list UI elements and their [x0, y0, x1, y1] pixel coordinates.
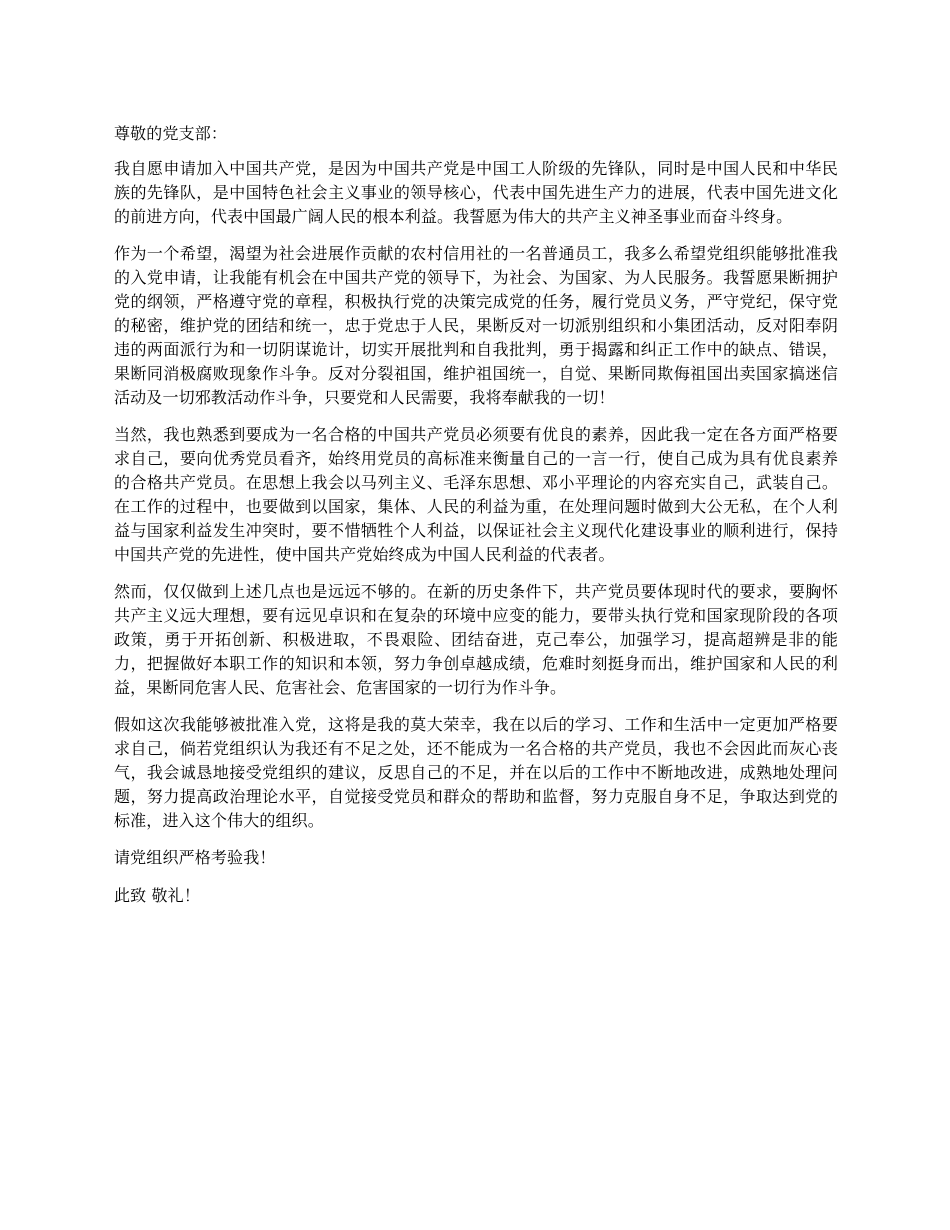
- paragraph-motivation: 我自愿申请加入中国共产党，是因为中国共产党是中国工人阶级的先锋队，同时是中国人民和中华民族的先锋队，是中国特色社会主义事业的领导核心，代表中国先进生产力的进展，代表中国先进文化的前进方向，代表中国最广阔人民的根本利益。我誓愿为伟大的共产主义神圣事业而奋斗终身。: [114, 159, 838, 226]
- salutation: 尊敬的党支部：: [114, 124, 228, 143]
- closing-salute: 此致 敬礼！: [114, 886, 200, 905]
- letter-page: [114, 122, 838, 922]
- paragraph-self-improvement: 当然，我也熟悉到要成为一名合格的中国共产党员必须要有优良的素养，因此我一定在各方面严格要求自己，要向优秀党员看齐，始终用党员的高标准来衡量自己的一言一行，使自己成为具有优良素养的合格共产党员。在思想上我会以马列主义、毛泽东思想、邓小平理论的内容充实自己，武装自己。在工作的过程中，也要做到以国家，集体、人民的利益为重，在处理问题时做到大公无私，在个人利益与国家利益发生冲突时，要不惜牺牲个人利益，以保证社会主义现代化建设事业的顺利进行，保持中国共产党的先进性，使中国共产党始终成为中国人民利益的代表者。: [114, 425, 838, 564]
- paragraph-commitment: 作为一个希望，渴望为社会进展作贡献的农村信用社的一名普通员工，我多么希望党组织能够批准我的入党申请，让我能有机会在中国共产党的领导下，为社会、为国家、为人民服务。我誓愿果断拥护党的纲领，严格遵守党的章程，积极执行党的决策完成党的任务，履行党员义务，严守党纪，保守党的秘密，维护党的团结和统一，忠于党忠于人民，果断反对一切派别组织和小集团活动，反对阳奉阴违的两面派行为和一切阴谋诡计，切实开展批判和自我批判，勇于揭露和纠正工作中的缺点、错误，果断同消极腐败现象作斗争。反对分裂祖国，维护祖国统一，自觉、果断同欺侮祖国出卖国家搞迷信活动及一切邪教活动作斗争，只要党和人民需要，我将奉献我的一切！: [114, 244, 838, 407]
- paragraph-resolution: 假如这次我能够被批准入党，这将是我的莫大荣幸，我在以后的学习、工作和生活中一定更加严格要求自己，倘若党组织认为我还有不足之处，还不能成为一名合格的共产党员，我也不会因此而灰心丧气，我会诚恳地接受党组织的建议，反思自己的不足，并在以后的工作中不断地改进，成熟地处理问题，努力提高政治理论水平，自觉接受党员和群众的帮助和监督，努力克服自身不足，争取达到党的标准，进入这个伟大的组织。: [114, 715, 838, 830]
- paragraph-higher-requirements: 然而，仅仅做到上述几点也是远远不够的。在新的历史条件下，共产党员要体现时代的要求，要胸怀共产主义远大理想，要有远见卓识和在复杂的环境中应变的能力，要带头执行党和国家现阶段的各项政策，勇于开拓创新、积极进取，不畏艰险、团结奋进，克己奉公，加强学习，提高超辨是非的能力，把握做好本职工作的知识和本领，努力争创卓越成绩，危难时刻挺身而出，维护国家和人民的利益，果断同危害人民、危害社会、危害国家的一切行为作斗争。: [114, 582, 838, 697]
- closing-request: 请党组织严格考验我！: [114, 848, 276, 867]
